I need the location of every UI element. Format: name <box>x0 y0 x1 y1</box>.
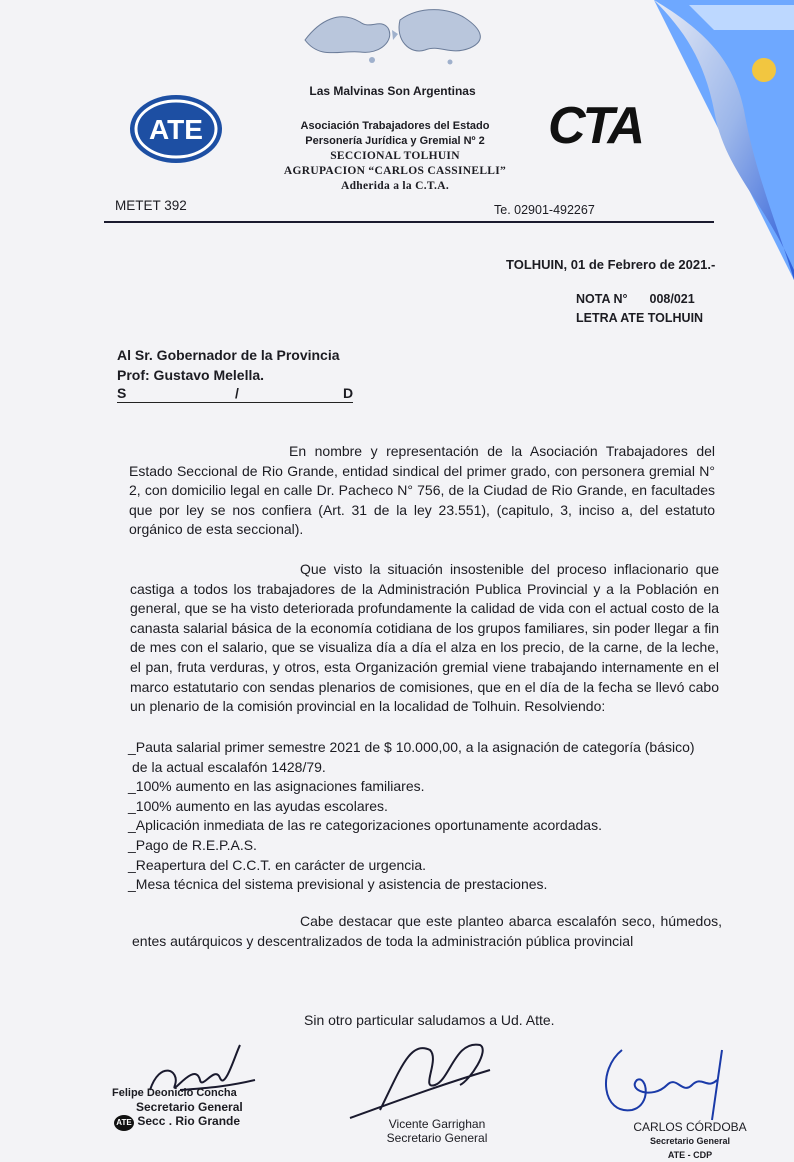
signatory-3-name: CARLOS CÓRDOBA <box>633 1120 747 1134</box>
slogan: Las Malvinas Son Argentinas <box>309 84 476 98</box>
signatory-1-org: Secc . Rio Grande <box>137 1114 241 1128</box>
closing-line: Sin otro particular saludamos a Ud. Atte. <box>304 1012 555 1028</box>
addressee-line-2: Prof: Gustavo Melella. <box>117 367 265 383</box>
agrupacion: AGRUPACION “CARLOS CASSINELLI” <box>283 165 507 177</box>
seccional: SECCIONAL TOLHUIN <box>330 150 460 162</box>
sd-s: S <box>117 385 127 401</box>
malvinas-map-image <box>300 0 495 70</box>
note-reference <box>576 290 703 328</box>
argentina-flag-corner <box>594 0 794 280</box>
adherida: Adherida a la C.T.A. <box>340 180 450 192</box>
list-item: _Mesa técnica del sistema previsional y asistencia de prestaciones. <box>128 876 548 893</box>
list-item: _100% aumento en las ayudas escolares. <box>128 797 388 814</box>
signatory-1-role: Secretario General <box>136 1100 243 1114</box>
list-item: _Aplicación inmediata de las re categorizaciones oportunamente acordadas. <box>128 817 602 834</box>
paragraph-scope: Cabe destacar que este planteo abarca escalafón seco, húmedos, entes autárquicos y descentralizados de toda la administración pública provincial <box>132 913 722 949</box>
sd-slash: / <box>235 385 239 401</box>
salutation-sd <box>117 385 353 403</box>
signature-2 <box>362 1117 512 1145</box>
org-legal: Personería Jurídica y Gremial Nº 2 <box>305 135 485 147</box>
list-item: de la actual escalafón 1428/79. <box>132 758 326 775</box>
signature-2-scribble <box>340 1030 500 1120</box>
letter-date: TOLHUIN, 01 de Febrero de 2021.- <box>506 257 716 272</box>
ate-logo-text: ATE <box>149 114 203 145</box>
nota-label: NOTA N° <box>576 292 628 306</box>
metet-code: METET 392 <box>115 198 187 213</box>
signature-3 <box>620 1120 760 1162</box>
cta-logo-text: CTA <box>548 98 643 148</box>
addressee-line-1: Al Sr. Gobernador de la Provincia <box>117 347 340 363</box>
signatory-1-name: Felipe Deonicio Concha <box>112 1087 237 1099</box>
ate-logo <box>128 93 224 165</box>
resolution-list <box>128 738 728 895</box>
phone-number: Te. 02901-492267 <box>494 203 595 217</box>
list-item: _Pago de R.E.P.A.S. <box>128 836 257 853</box>
paragraph-situation: Que visto la situación insostenible del proceso inflacionario que castiga a todos los trabajadores de la Administración Publica Provincial y a la Población en general, que se ha visto deteriorada profundamente la calidad de vida con el actual costo de la canasta salarial básica de la economía cotidiana de los grupos familiares, sin poder llegar a fin de mes con el salario, que se visualiza día a día el alza en los precio, de la carne, de la leche, el pan, fruta verduras, y otros, esta Organización gremial viene trabajando internamente en el marco estatutario con sendas plenarios de comisiones, que en el día de la fecha se llevó cabo un plenario de la comisión provincial en la localidad de Tolhuin. Resolviendo: <box>130 561 719 715</box>
nota-number: 008/021 <box>649 292 695 306</box>
list-item: _Pauta salarial primer semestre 2021 de $ 10.000,00, a la asignación de categoría (básico) <box>128 739 695 755</box>
signatory-3-org: ATE - CDP <box>667 1150 713 1160</box>
signatory-3-role: Secretario General <box>649 1136 731 1146</box>
signature-3-scribble <box>592 1040 742 1125</box>
org-name: Asociación Trabajadores del Estado <box>300 120 490 132</box>
paragraph-introduction: En nombre y representación de la Asociación Trabajadores del Estado Seccional de Rio Grande, entidad sindical del primer grado, con personera gremial N° 2, con domicilio legal en calle Dr. Pacheco N° 756, de la Ciudad de Rio Grande, en facultades que por ley se nos confiera (Art. 31 de la ley 23.551), (capitulo, 3, inciso a, del estatuto orgánico de esta seccional). <box>129 443 715 538</box>
ate-badge-icon: ATE <box>114 1115 134 1131</box>
list-item: _100% aumento en las asignaciones familiares. <box>128 778 425 795</box>
list-item: _Reapertura del C.C.T. en carácter de urgencia. <box>128 856 427 873</box>
addressee <box>117 345 340 385</box>
organization-header <box>270 119 520 194</box>
letra-line: LETRA ATE TOLHUIN <box>576 311 704 325</box>
signatory-2-role: Secretario General <box>386 1131 488 1145</box>
sd-d: D <box>343 385 354 401</box>
signature-1 <box>112 1086 262 1131</box>
signatory-2-name: Vicente Garrighan <box>388 1117 486 1131</box>
